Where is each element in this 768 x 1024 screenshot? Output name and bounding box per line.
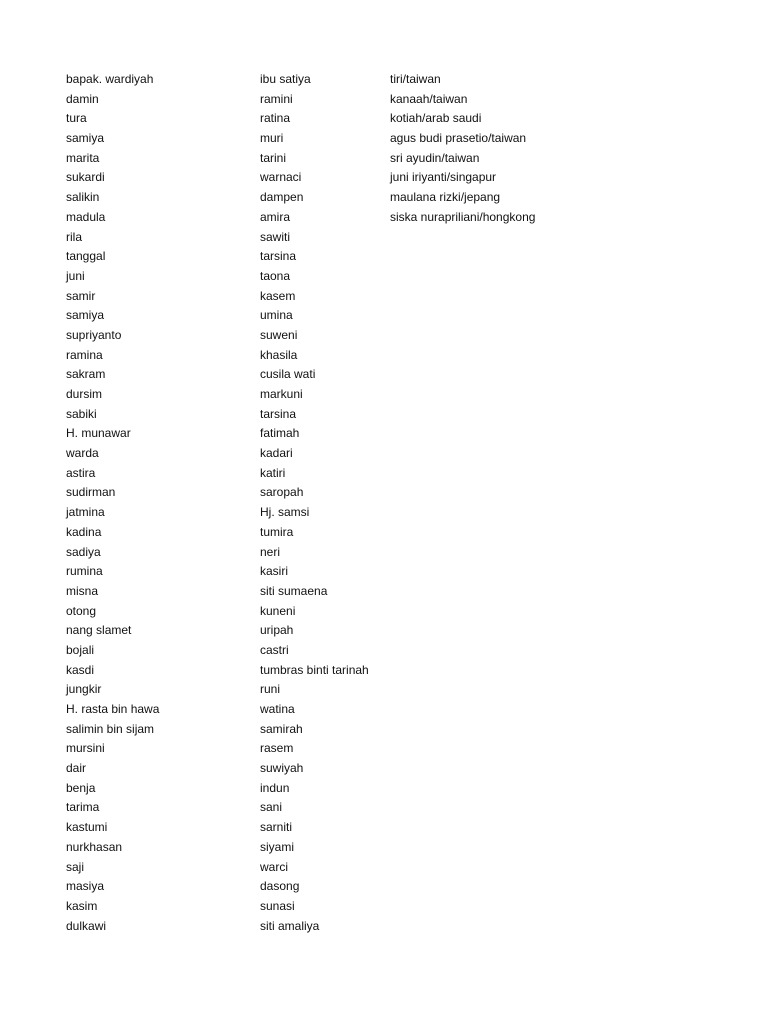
name-entry: saropah — [260, 485, 304, 500]
name-column-3 — [390, 70, 630, 228]
name-entry: samiya — [66, 308, 105, 323]
name-entry: salimin bin sijam — [66, 721, 155, 736]
name-entry: fatimah — [260, 426, 300, 441]
name-entry: siti amaliya — [260, 918, 320, 933]
name-entry: samirah — [260, 721, 303, 736]
name-entry: benja — [66, 780, 96, 795]
name-entry: bapak. wardiyah — [66, 72, 154, 86]
name-entry: marita — [66, 150, 100, 165]
name-column-1 — [66, 70, 256, 936]
name-entry: H. rasta bin hawa — [66, 702, 160, 716]
name-entry: markuni — [260, 387, 303, 401]
name-entry: kuneni — [260, 603, 296, 618]
name-entry: juni iriyanti/singapur — [390, 170, 497, 185]
name-entry: castri — [260, 642, 289, 657]
name-entry: ratina — [260, 111, 291, 126]
name-entry: jungkir — [66, 682, 102, 697]
name-entry: tarsina — [260, 406, 297, 421]
name-entry: watina — [260, 702, 295, 716]
name-entry: tumbras binti tarinah — [260, 662, 369, 677]
name-entry: nurkhasan — [66, 839, 123, 854]
name-entry: madula — [66, 209, 106, 224]
name-entry: kasiri — [260, 564, 289, 579]
name-entry: dulkawi — [66, 918, 107, 933]
name-entry: kadari — [260, 446, 293, 461]
name-entry: saji — [66, 859, 85, 874]
name-entry: rumina — [66, 564, 103, 579]
name-entry: ramina — [66, 347, 103, 362]
name-entry: cusila wati — [260, 367, 316, 382]
name-entry: tarima — [66, 800, 100, 815]
name-entry: dursim — [66, 387, 103, 401]
name-entry: otong — [66, 603, 97, 618]
name-entry: Hj. samsi — [260, 505, 310, 520]
name-entry: warci — [260, 859, 289, 874]
name-entry: ibu satiya — [260, 72, 311, 86]
name-entry: sunasi — [260, 898, 295, 913]
name-entry: sri ayudin/taiwan — [390, 150, 480, 165]
name-entry: maulana rizki/jepang — [390, 190, 501, 205]
name-entry: tanggal — [66, 249, 106, 264]
name-entry: kastumi — [66, 820, 108, 835]
name-entry: jatmina — [66, 505, 105, 520]
name-entry: sani — [260, 800, 283, 815]
name-entry: kanaah/taiwan — [390, 91, 468, 106]
name-entry: tiri/taiwan — [390, 72, 441, 86]
name-entry: salikin — [66, 190, 100, 205]
name-entry: astira — [66, 465, 96, 480]
name-entry: ramini — [260, 91, 293, 106]
name-entry: damin — [66, 91, 99, 106]
name-entry: sadiya — [66, 544, 101, 559]
name-entry: muri — [260, 131, 284, 146]
name-column-2 — [260, 70, 386, 936]
name-entry: sabiki — [66, 406, 97, 421]
name-entry: dasong — [260, 879, 300, 894]
name-entry: misna — [66, 583, 99, 598]
name-entry: mursini — [66, 741, 105, 756]
name-entry: umina — [260, 308, 293, 323]
name-entry: tarsina — [260, 249, 297, 264]
name-entry: sarniti — [260, 820, 293, 835]
name-entry: khasila — [260, 347, 298, 362]
name-entry: kasdi — [66, 662, 95, 677]
name-entry: samiya — [66, 131, 105, 146]
name-entry: runi — [260, 682, 281, 697]
name-entry: sudirman — [66, 485, 116, 500]
name-entry: warda — [66, 446, 99, 461]
name-entry: samir — [66, 288, 96, 303]
name-entry: agus budi prasetio/taiwan — [390, 131, 527, 146]
name-entry: amira — [260, 209, 291, 224]
name-entry: indun — [260, 780, 290, 795]
name-entry: rasem — [260, 741, 294, 756]
name-entry: tarini — [260, 150, 287, 165]
name-entry: siyami — [260, 839, 295, 854]
name-entry: kadina — [66, 524, 102, 539]
name-entry: masiya — [66, 879, 105, 894]
name-entry: suweni — [260, 327, 298, 342]
name-entry: dampen — [260, 190, 304, 205]
name-entry: siska nurapriliani/hongkong — [390, 209, 536, 224]
name-entry: suwiyah — [260, 761, 304, 776]
name-entry: kasem — [260, 288, 296, 303]
name-entry: warnaci — [260, 170, 302, 185]
name-entry: siti sumaena — [260, 583, 328, 598]
name-entry: kotiah/arab saudi — [390, 111, 482, 126]
name-entry: sawiti — [260, 229, 291, 244]
name-entry: supriyanto — [66, 327, 122, 342]
name-entry: kasim — [66, 898, 98, 913]
name-entry: nang slamet — [66, 623, 132, 638]
name-entry: H. munawar — [66, 426, 131, 441]
name-entry: bojali — [66, 642, 95, 657]
name-entry: rila — [66, 229, 83, 244]
name-entry: juni — [66, 268, 85, 283]
name-entry: sakram — [66, 367, 106, 382]
name-entry: dair — [66, 761, 87, 776]
name-entry: neri — [260, 544, 281, 559]
name-entry: uripah — [260, 623, 294, 638]
name-entry: tura — [66, 111, 87, 126]
name-entry: sukardi — [66, 170, 105, 185]
name-entry: katiri — [260, 465, 286, 480]
name-entry: taona — [260, 268, 291, 283]
name-entry: tumira — [260, 524, 294, 539]
